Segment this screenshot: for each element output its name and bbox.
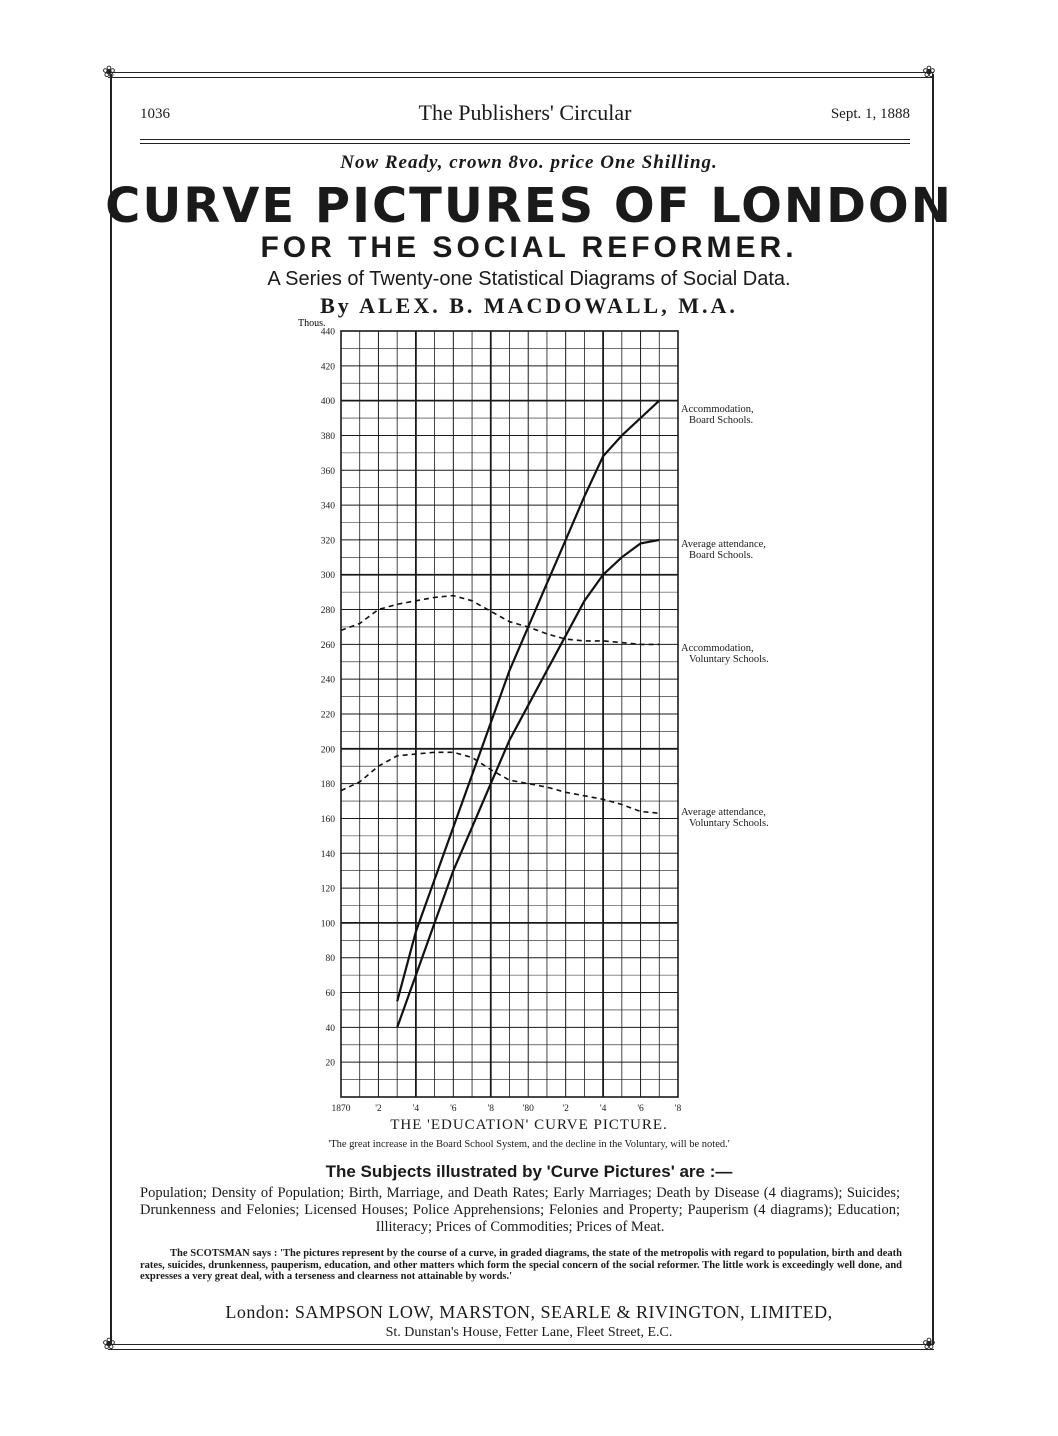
press-review: The SCOTSMAN says : 'The pictures represent by the course of a curve, in graded diagrams, the state of the metropolis with regard to population, birth and death rates, suicides, drunkenness, pauperism, education, and other matters which form the special concern of the social reformer. The little work is exceedingly well done, and expresses a very great deal, with a terseness and clearness not attainable by words.' bbox=[140, 1248, 902, 1282]
x-tick-label: '2 bbox=[375, 1104, 382, 1114]
corner-ornament-icon: ❀ bbox=[922, 1336, 936, 1353]
series-label-acc-board-2: Board Schools. bbox=[689, 415, 754, 426]
series-line: A Series of Twenty-one Statistical Diagrams of Social Data. bbox=[267, 268, 791, 290]
x-tick-label: '2 bbox=[562, 1104, 569, 1114]
x-tick-label: '6 bbox=[637, 1104, 644, 1114]
y-tick-label: 300 bbox=[320, 571, 335, 582]
y-tick-label: 40 bbox=[325, 1023, 335, 1034]
issue-date: Sept. 1, 1888 bbox=[830, 106, 910, 122]
y-tick-label: 180 bbox=[320, 780, 335, 791]
x-tick-label: '4 bbox=[599, 1104, 607, 1114]
y-tick-label: 360 bbox=[320, 466, 335, 477]
bottom-border-rule bbox=[108, 1344, 934, 1350]
x-tick-label: '8 bbox=[487, 1104, 495, 1114]
y-unit-label: Thous. bbox=[298, 318, 326, 329]
chart-quote: 'The great increase in the Board School System, and the decline in the Voluntary, will be noted.' bbox=[328, 1139, 730, 1150]
y-tick-label: 80 bbox=[325, 954, 335, 965]
y-tick-label: 200 bbox=[320, 745, 335, 756]
header-rule bbox=[140, 139, 910, 140]
top-border-rule bbox=[108, 72, 934, 78]
journal-title: The Publishers' Circular bbox=[418, 100, 632, 125]
y-tick-label: 380 bbox=[320, 431, 335, 442]
y-tick-label: 100 bbox=[320, 919, 335, 930]
corner-ornament-icon: ❀ bbox=[922, 64, 936, 81]
y-tick-label: 120 bbox=[320, 884, 335, 895]
publisher-address: St. Dunstan's House, Fetter Lane, Fleet Street, E.C. bbox=[385, 1325, 673, 1340]
page-header bbox=[140, 100, 910, 130]
y-tick-label: 400 bbox=[320, 397, 335, 408]
series-label-att-board: Average attendance, bbox=[681, 539, 766, 550]
y-tick-label: 240 bbox=[320, 675, 335, 686]
y-tick-label: 420 bbox=[320, 362, 335, 373]
page-number: 1036 bbox=[140, 106, 170, 122]
y-tick-label: 320 bbox=[320, 536, 335, 547]
y-tick-label: 140 bbox=[320, 849, 335, 860]
y-tick-label: 440 bbox=[320, 327, 335, 338]
header-rule bbox=[140, 143, 910, 144]
y-tick-label: 340 bbox=[320, 501, 335, 512]
corner-ornament-icon: ❀ bbox=[102, 64, 116, 81]
now-ready-line: Now Ready, crown 8vo. price One Shilling. bbox=[340, 152, 718, 173]
author-line: By ALEX. B. MACDOWALL, M.A. bbox=[320, 293, 738, 318]
x-tick-label: '8 bbox=[674, 1104, 682, 1114]
series-label-acc-board: Accommodation, bbox=[681, 404, 754, 415]
y-tick-label: 280 bbox=[320, 606, 335, 617]
y-tick-label: 220 bbox=[320, 710, 335, 721]
y-tick-label: 160 bbox=[320, 814, 335, 825]
series-label-att-board-2: Board Schools. bbox=[689, 550, 754, 561]
x-tick-label: 1870 bbox=[331, 1104, 351, 1114]
publisher-line: London: SAMPSON LOW, MARSTON, SEARLE & RIVINGTON, LIMITED, bbox=[225, 1302, 833, 1322]
series-label-att-vol: Average attendance, bbox=[681, 807, 766, 818]
x-tick-label: '4 bbox=[412, 1104, 420, 1114]
series-label-acc-vol-2: Voluntary Schools. bbox=[689, 654, 769, 665]
subjects-heading: The Subjects illustrated by 'Curve Pictures' are :— bbox=[325, 1162, 733, 1181]
x-tick-label: '6 bbox=[450, 1104, 457, 1114]
advert-subtitle: FOR THE SOCIAL REFORMER. bbox=[260, 231, 798, 264]
chart-caption: THE 'EDUCATION' CURVE PICTURE. bbox=[390, 1117, 668, 1133]
advert-title: CURVE PICTURES OF LONDON bbox=[105, 178, 953, 234]
y-tick-label: 260 bbox=[320, 640, 335, 651]
series-label-acc-vol: Accommodation, bbox=[681, 643, 754, 654]
subjects-list: Population; Density of Population; Birth, Marriage, and Death Rates; Early Marriages; Death by Disease (4 diagrams); Suicides; Drunkenness and Felonies; Licensed Houses; Police Apprehensions; Felonies and Property; Pauperism (4 diagrams); Education; Illiteracy; Prices of Commodities; Prices of Meat. bbox=[140, 1185, 900, 1235]
series-label-att-vol-2: Voluntary Schools. bbox=[689, 818, 769, 829]
x-tick-label: '80 bbox=[522, 1104, 534, 1114]
corner-ornament-icon: ❀ bbox=[102, 1336, 116, 1353]
y-tick-label: 20 bbox=[325, 1058, 335, 1069]
y-tick-label: 60 bbox=[325, 989, 335, 1000]
